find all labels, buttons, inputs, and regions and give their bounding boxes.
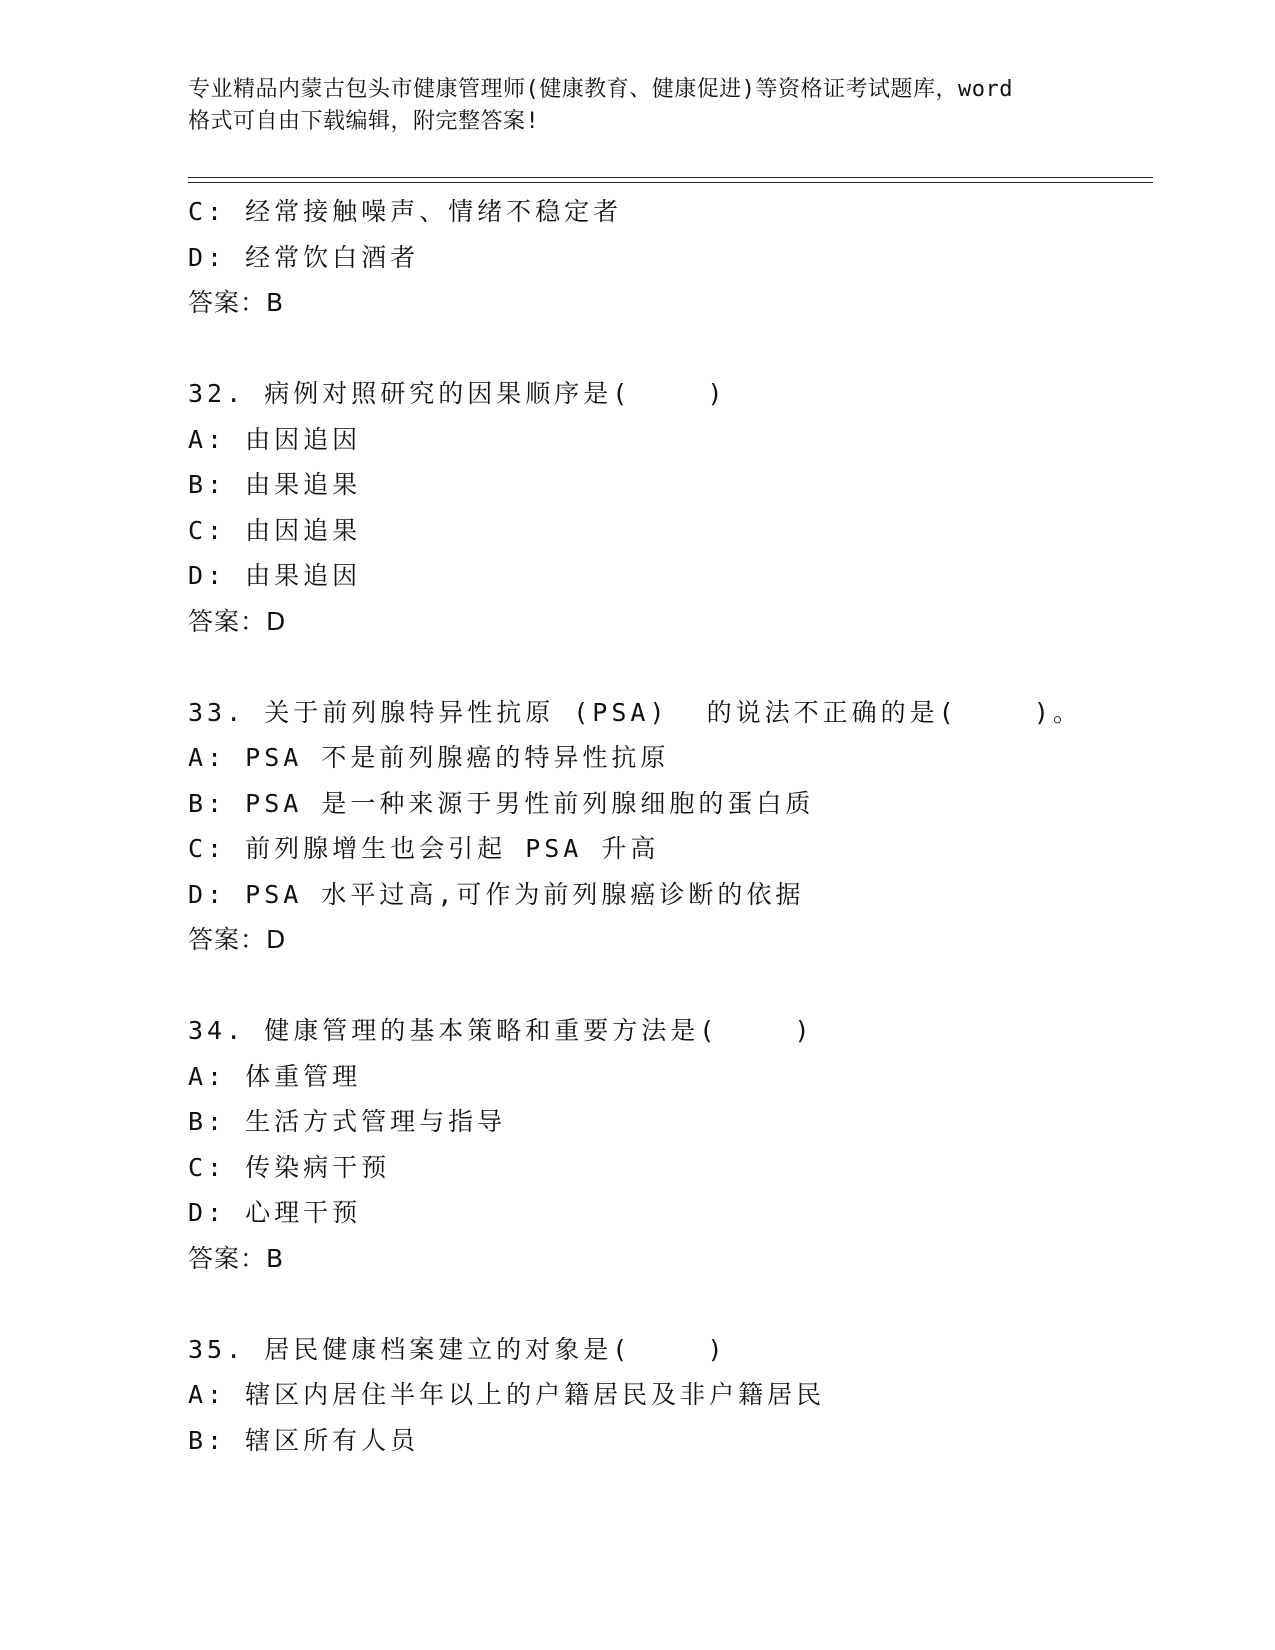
question-33-option-b: B: PSA 是一种来源于男性前列腺细胞的蛋白质: [188, 788, 815, 818]
question-32-option-d: D: 由果追因: [188, 561, 362, 590]
question-35-option-b: B: 辖区所有人员: [188, 1425, 420, 1455]
spacer: [188, 326, 1148, 372]
question-32-option-b: B: 由果追果: [188, 470, 362, 499]
header-line-2: 格式可自由下载编辑，附完整答案!: [188, 109, 540, 134]
question-33-option-c: C: 前列腺增生也会引起 PSA 升高: [188, 834, 660, 863]
spacer: [188, 644, 1148, 690]
option-c-line: C: 经常接触噪声、情绪不稳定者: [188, 197, 623, 226]
question-34-option-c: C: 传染病干预: [188, 1152, 391, 1182]
question-32-option-a: A: 由因追因: [188, 424, 362, 454]
question-33-option-d: D: PSA 水平过高,可作为前列腺癌诊断的依据: [188, 879, 805, 909]
question-35: 35. 居民健康档案建立的对象是( ): [188, 1334, 727, 1364]
question-34-option-b: B: 生活方式管理与指导: [188, 1107, 507, 1136]
question-32-answer: 答案：D: [188, 606, 287, 636]
header-divider-top: [188, 177, 1153, 178]
question-33-answer: 答案：D: [188, 925, 287, 954]
question-33-option-a: A: PSA 不是前列腺癌的特异性抗原: [188, 743, 670, 772]
option-d-line: D: 经常饮白酒者: [188, 242, 420, 272]
question-34-answer: 答案：B: [188, 1243, 285, 1273]
document-header: [188, 74, 1088, 138]
header-line-1: 专业精品内蒙古包头市健康管理师(健康教育、健康促进)等资格证考试题库，word: [188, 77, 1013, 102]
question-32-option-c: C: 由因追果: [188, 515, 362, 545]
header-divider-bottom: [188, 182, 1153, 183]
question-34-option-a: A: 体重管理: [188, 1061, 362, 1091]
question-33: 33. 关于前列腺特异性抗原 (PSA) 的说法不正确的是( )。: [188, 697, 1082, 727]
answer-line: 答案：B: [188, 288, 285, 317]
question-content: [188, 189, 1148, 1463]
spacer: [188, 1281, 1148, 1327]
question-35-option-a: A: 辖区内居住半年以上的户籍居民及非户籍居民: [188, 1380, 826, 1409]
question-34: 34. 健康管理的基本策略和重要方法是( ): [188, 1016, 814, 1045]
question-32: 32. 病例对照研究的因果顺序是( ): [188, 379, 727, 408]
question-34-option-d: D: 心理干预: [188, 1198, 362, 1227]
spacer: [188, 963, 1148, 1009]
